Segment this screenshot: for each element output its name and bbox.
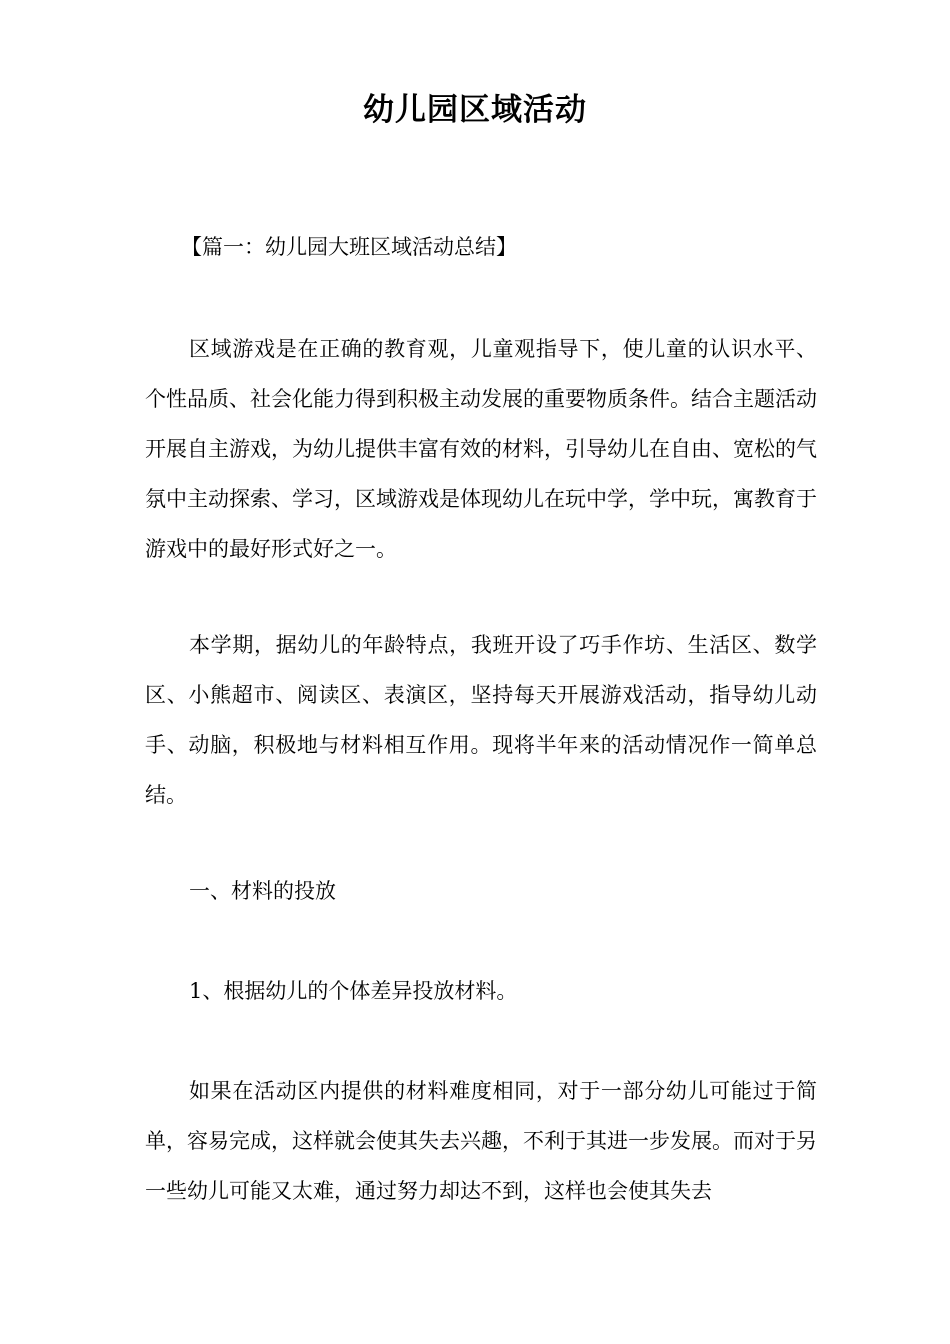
paragraph-materials: 如果在活动区内提供的材料难度相同，对于一部分幼儿可能过于简单，容易完成，这样就会使其失去兴趣，不利于其进一步发展。而对于另一些幼儿可能又太难，通过努力却达不到，这样也会使其失去	[145, 1079, 817, 1203]
subsection-heading-individual-differences: 1、根据幼儿的个体差异投放材料。	[189, 979, 518, 1003]
paragraph-semester: 本学期，据幼儿的年龄特点，我班开设了巧手作坊、生活区、数学区、小熊超市、阅读区、表演区，坚持每天开展游戏活动，指导幼儿动手、动脑，积极地与材料相互作用。现将半年来的活动情况作一简单总结。	[145, 633, 817, 807]
section-tag: 【篇一：幼儿园大班区域活动总结】	[181, 235, 517, 259]
section-heading-materials: 一、材料的投放	[189, 879, 336, 903]
paragraph-intro: 区域游戏是在正确的教育观，儿童观指导下，使儿童的认识水平、个性品质、社会化能力得到积极主动发展的重要物质条件。结合主题活动开展自主游戏，为幼儿提供丰富有效的材料，引导幼儿在自由、宽松的气氛中主动探索、学习，区域游戏是体现幼儿在玩中学，学中玩，寓教育于游戏中的最好形式好之一。	[145, 337, 817, 561]
document-title: 幼儿园区域活动	[363, 92, 587, 128]
